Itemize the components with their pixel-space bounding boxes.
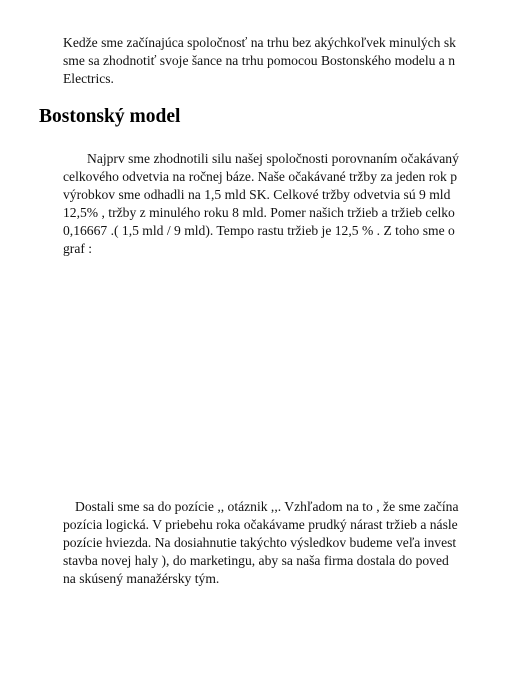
paragraph1-line-6: graf : <box>63 241 93 256</box>
paragraph2-line-2: pozícia logická. V priebehu roka očakávame prudký nárast tržieb a násle <box>63 517 458 532</box>
intro-line-1: Kedže sme začínajúca spoločnosť na trhu bez akýchkoľvek minulých sk <box>63 35 456 50</box>
paragraph1-line-4: 12,5% , tržby z minulého roku 8 mld. Pomer našich tržieb a tržieb celko <box>63 205 455 220</box>
paragraph2-line-5: na skúsený manažérsky tým. <box>63 571 220 586</box>
paragraph2-line-3: pozície hviezda. Na dosiahnutie takýchto výsledkov budeme veľa invest <box>63 535 457 550</box>
paragraph2-line-1: Dostali sme sa do pozície ,, otáznik ,,. Vzhľadom na to , že sme začína <box>75 499 459 514</box>
paragraph2-line-4: stavba novej haly ), do marketingu, aby sa naša firma dostala do poved <box>63 553 449 568</box>
graph-placeholder <box>62 262 522 487</box>
paragraph1-line-3: výrobkov sme odhadli na 1,5 mld SK. Celkové tržby odvetvia sú 9 mld <box>63 187 451 202</box>
intro-line-3: Electrics. <box>63 71 114 86</box>
paragraph1-line-1: Najprv sme zhodnotili silu našej spoločnosti porovnaním očakávaný <box>87 151 459 166</box>
paragraph1-line-5: 0,16667 .( 1,5 mld / 9 mld). Tempo rastu tržieb je 12,5 % . Z toho sme o <box>63 223 455 238</box>
paragraph1-line-2: celkového odvetvia na ročnej báze. Naše očakávané tržby za jeden rok p <box>63 169 458 184</box>
intro-line-2: sme sa zhodnotiť svoje šance na trhu pomocou Bostonského modelu a n <box>63 53 456 68</box>
section-heading: Bostonský model <box>39 106 181 127</box>
